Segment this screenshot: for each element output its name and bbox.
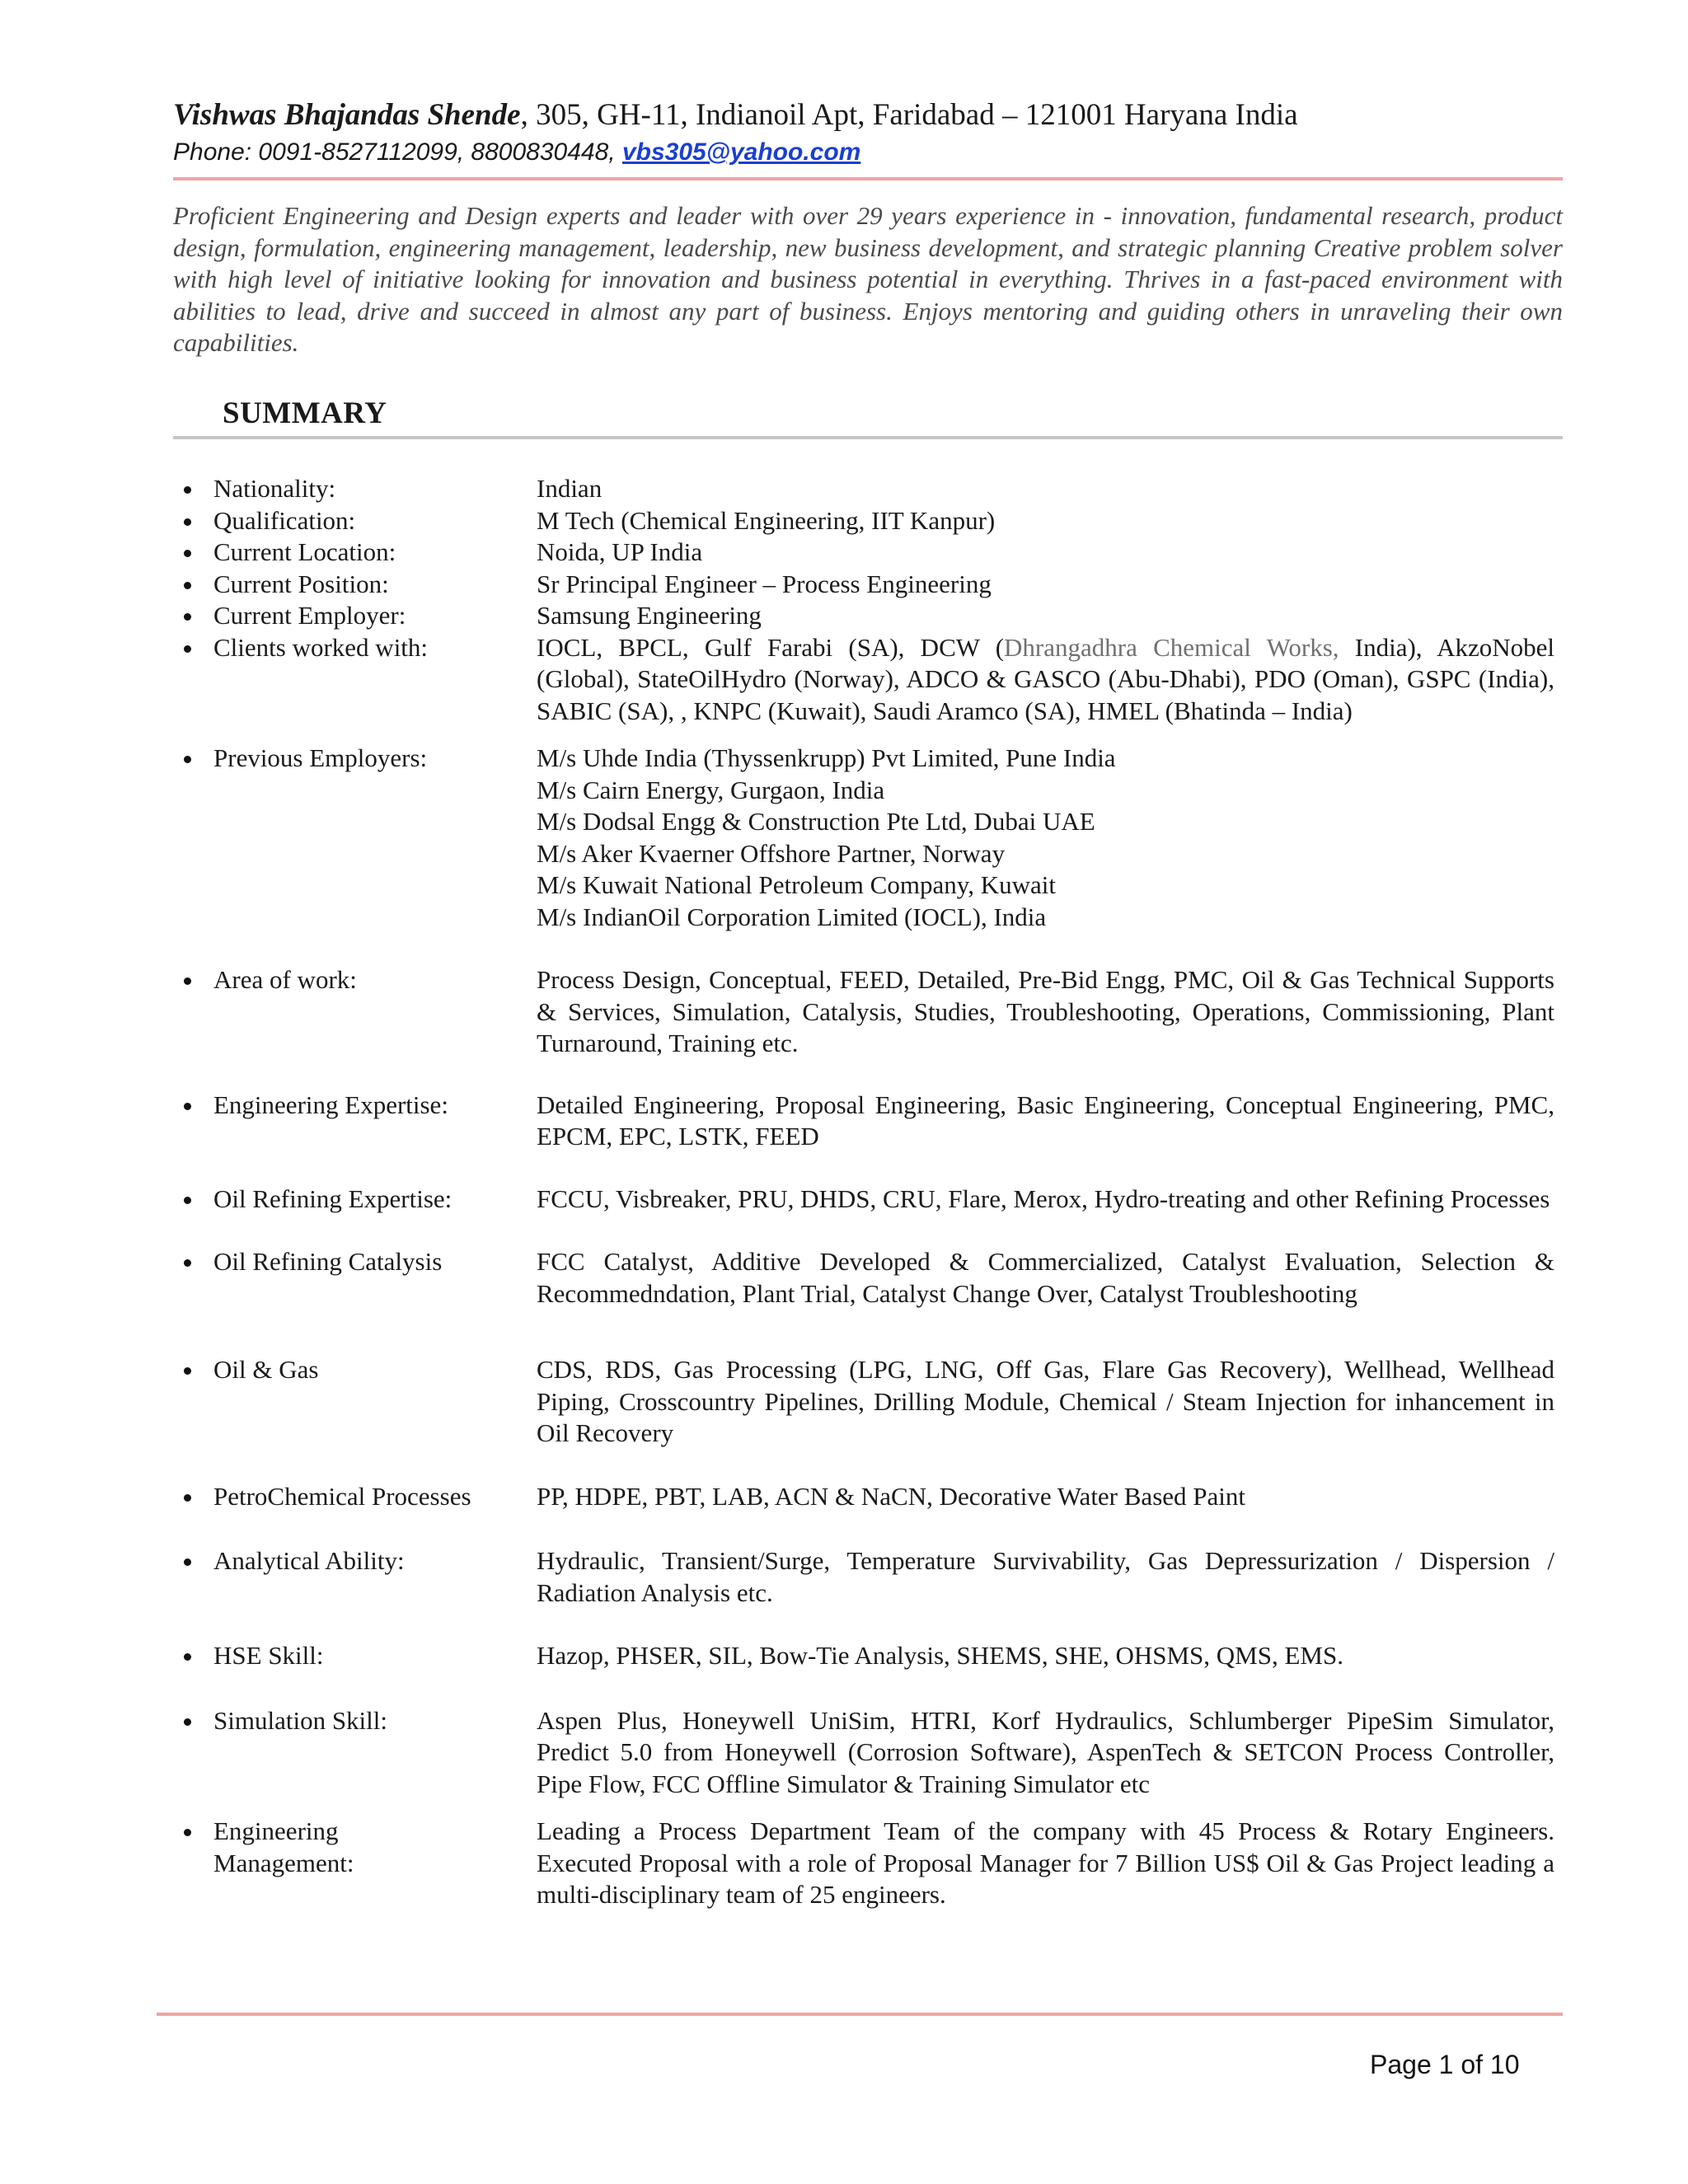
item-label: PetroChemical Processes — [213, 1481, 471, 1511]
bullet-icon — [173, 600, 213, 632]
summary-list — [173, 473, 1554, 1911]
bullet-icon — [173, 537, 213, 569]
item-label: Nationality: — [213, 474, 336, 503]
bullet-icon — [173, 1246, 213, 1310]
item-value: Noida, UP India — [537, 537, 703, 566]
employer-line: M/s Cairn Energy, Gurgaon, India — [537, 775, 885, 804]
item-value: PP, HDPE, PBT, LAB, ACN & NaCN, Decorative Water Based Paint — [537, 1481, 1245, 1511]
profile-intro: Proficient Engineering and Design experts and leader with over 29 years experience in - innovation, fundamental research, product design, formulation, engineering management, leadership, new business development, and strategic planning Creative problem solver with high level of initiative looking for innovation and business potential in everything. Thrives in a fast-paced environment with abilities to lead, drive and succeed in almost any part of business. Enjoys mentoring and guiding others in unraveling their own capabilities. — [173, 201, 1563, 357]
employer-line: M/s Dodsal Engg & Construction Pte Ltd, Dubai UAE — [537, 807, 1095, 836]
employer-line: M/s IndianOil Corporation Limited (IOCL), India — [537, 902, 1047, 931]
item-value: Leading a Process Department Team of the company with 45 Process & Rotary Engineers. Executed Proposal with a role of Proposal Manager for 7 Billion US$ Oil & Gas Project leading a multi-disciplinary team of 25 engineers. — [537, 1816, 1554, 1909]
item-label: Current Location: — [213, 537, 396, 566]
bullet-icon — [173, 1090, 213, 1153]
item-label: Simulation Skill: — [213, 1705, 388, 1735]
item-value: Aspen Plus, Honeywell UniSim, HTRI, Korf Hydraulics, Schlumberger PipeSim Simulator, Predict 5.0 from Honeywell (Corrosion Software), AspenTech & SETCON Process Controller, Pipe Flow, FCC Offline Simulator & Training Simulator etc — [537, 1705, 1554, 1798]
list-item-analytical — [173, 1545, 1554, 1609]
item-label: Current Position: — [213, 569, 389, 598]
item-label: Engineering Expertise: — [213, 1090, 448, 1119]
clients-highlight: Dhrangadhra Chemical Works, — [1004, 632, 1339, 662]
item-value: Sr Principal Engineer – Process Engineering — [537, 569, 992, 598]
item-value: Hazop, PHSER, SIL, Bow-Tie Analysis, SHEMS, SHE, OHSMS, QMS, EMS. — [537, 1641, 1343, 1670]
item-label: HSE Skill: — [213, 1641, 324, 1670]
list-item-area-of-work — [173, 964, 1554, 1060]
list-item-engineering-management — [173, 1816, 1554, 1911]
item-label: Analytical Ability: — [213, 1546, 405, 1575]
item-value: Detailed Engineering, Proposal Engineering, Basic Engineering, Conceptual Engineering, PMC, EPCM, EPC, LSTK, FEED — [537, 1090, 1554, 1151]
item-label: Oil Refining Catalysis — [213, 1247, 443, 1276]
bullet-icon — [173, 1640, 213, 1672]
footer-divider — [157, 2013, 1563, 2016]
contact-line — [173, 136, 1558, 169]
bullet-icon — [173, 1816, 213, 1911]
employer-line: M/s Kuwait National Petroleum Company, Kuwait — [537, 870, 1056, 899]
list-item-employer — [173, 600, 1554, 632]
list-item-refining-expertise — [173, 1183, 1554, 1216]
address: , 305, GH-11, Indianoil Apt, Faridabad – 121001 Haryana India — [520, 98, 1298, 132]
bullet-icon — [173, 1183, 213, 1216]
header-divider — [173, 177, 1563, 180]
list-item-oil-gas — [173, 1354, 1554, 1450]
bullet-icon — [173, 569, 213, 601]
bullet-icon — [173, 473, 213, 505]
item-label: Oil Refining Expertise: — [213, 1183, 452, 1213]
page-number: Page 1 of 10 — [1370, 2050, 1520, 2079]
summary-divider — [173, 436, 1563, 439]
clients-text-start: IOCL, BPCL, Gulf Farabi (SA), DCW ( — [537, 632, 1005, 662]
bullet-icon — [173, 632, 213, 728]
list-item-petrochemical — [173, 1481, 1554, 1513]
candidate-name: Vishwas Bhajandas Shende — [173, 98, 521, 132]
item-label: Clients worked with: — [213, 632, 429, 662]
list-item-qualification — [173, 505, 1554, 537]
item-label: Oil & Gas — [213, 1355, 319, 1384]
list-item-nationality — [173, 473, 1554, 505]
item-label: Area of work: — [213, 965, 357, 994]
bullet-icon — [173, 1354, 213, 1450]
item-value: M Tech (Chemical Engineering, IIT Kanpur) — [537, 505, 996, 535]
resume-header — [173, 95, 1558, 169]
list-item-simulation — [173, 1705, 1554, 1801]
item-label: Engineering Management: — [213, 1816, 354, 1877]
list-item-refining-catalysis — [173, 1246, 1554, 1310]
item-label: Previous Employers: — [213, 743, 428, 772]
bullet-icon — [173, 743, 213, 933]
section-title-summary: SUMMARY — [223, 396, 387, 430]
item-value: Samsung Engineering — [537, 601, 762, 630]
item-value: Hydraulic, Transient/Surge, Temperature Survivability, Gas Depressurization / Dispersion / Radiation Analysis etc. — [537, 1546, 1554, 1607]
item-value — [537, 743, 1554, 933]
bullet-icon — [173, 1705, 213, 1801]
item-value: Indian — [537, 474, 603, 503]
email-link[interactable]: vbs305@yahoo.com — [621, 138, 861, 166]
bullet-icon — [173, 1481, 213, 1513]
list-item-engineering-expertise — [173, 1090, 1554, 1153]
bullet-icon — [173, 505, 213, 537]
bullet-icon — [173, 964, 213, 1060]
item-value — [537, 632, 1554, 728]
list-item-previous-employers — [173, 743, 1554, 933]
bullet-icon — [173, 1545, 213, 1609]
employer-line: M/s Uhde India (Thyssenkrupp) Pvt Limited, Pune India — [537, 743, 1116, 772]
item-value: FCCU, Visbreaker, PRU, DHDS, CRU, Flare, Merox, Hydro-treating and other Refining Processes — [537, 1183, 1550, 1213]
item-label: Current Employer: — [213, 601, 406, 630]
item-value: Process Design, Conceptual, FEED, Detailed, Pre-Bid Engg, PMC, Oil & Gas Technical Supports & Services, Simulation, Catalysis, Studies, Troubleshooting, Operations, Commissioning, Plant Turnaround, Training etc. — [537, 965, 1554, 1057]
list-item-hse — [173, 1640, 1554, 1672]
phone: Phone: 0091-8527112099, 8800830448, — [173, 138, 622, 166]
item-value: CDS, RDS, Gas Processing (LPG, LNG, Off Gas, Flare Gas Recovery), Wellhead, Wellhead Piping, Crosscountry Pipelines, Drilling Module, Chemical / Steam Injection for inhancement in Oil Recovery — [537, 1355, 1554, 1447]
name-address-line — [173, 95, 1558, 136]
list-item-clients — [173, 632, 1554, 728]
item-value: FCC Catalyst, Additive Developed & Commercialized, Catalyst Evaluation, Selection & Recommedndation, Plant Trial, Catalyst Change Over, Catalyst Troubleshooting — [537, 1247, 1554, 1308]
list-item-position — [173, 569, 1554, 601]
item-label: Qualification: — [213, 505, 356, 535]
employer-line: M/s Aker Kvaerner Offshore Partner, Norway — [537, 838, 1006, 868]
list-item-location — [173, 537, 1554, 569]
clients-text-end: India), AkzoNobel (Global), StateOilHydro (Norway), ADCO & GASCO (Abu-Dhabi), PDO (Oman), GSPC (India), SABIC (SA), , KNPC (Kuwait), Saudi Aramco (SA), HMEL (Bhatinda – India) — [537, 632, 1554, 725]
